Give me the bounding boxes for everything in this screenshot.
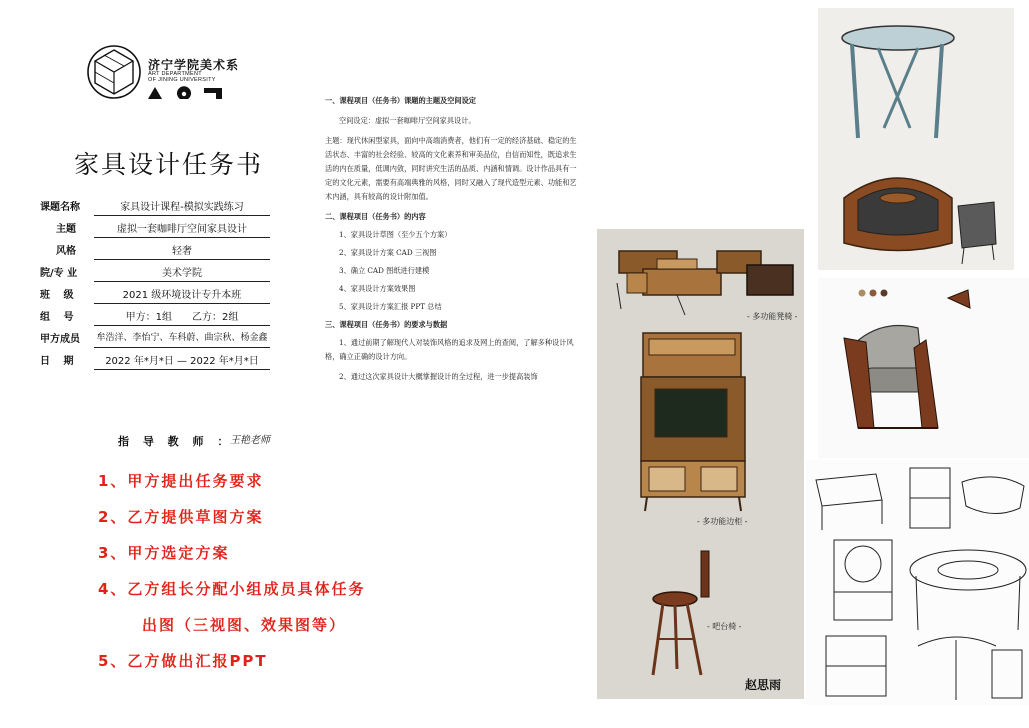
info-label: 院/专 业 <box>40 268 78 279</box>
bench-label: - 多功能凳椅 - <box>747 312 798 321</box>
table-sketch-image <box>818 8 1014 270</box>
chair-sketch-image <box>818 278 1029 458</box>
furniture-sketch-panel <box>597 229 804 699</box>
step-item: 3、甲方选定方案 <box>98 544 230 562</box>
info-row <box>40 216 272 238</box>
logo-en-line2: OF JINING UNIVERSITY <box>148 77 216 83</box>
step-item: 4、乙方组长分配小组成员具体任务 <box>98 580 366 598</box>
section-title: 一、课程项目（任务书）课题的主题及空间设定 <box>325 96 476 105</box>
barstool-label: - 吧台椅 - <box>707 622 742 631</box>
sketch-photo-table <box>818 8 1014 270</box>
requirement-paragraph: 1、通过前期了解现代人对装饰风格的追求及网上的查阅，了解多种设计风格，确立正确的设计方向。 <box>325 338 574 361</box>
logo-shapes-icon <box>146 86 226 100</box>
content-item: 4、家具设计方案效果图 <box>339 284 416 293</box>
advisor-label: 指 导 教 师 ： <box>118 435 234 448</box>
furniture-sketch-image <box>597 229 804 699</box>
content-item: 2、家具设计方案 CAD 三视图 <box>339 248 437 257</box>
step-item: 2、乙方提供草图方案 <box>98 508 264 526</box>
sketch-photo-chair <box>818 278 1029 458</box>
advisor-signature: 王艳老师 <box>230 435 270 446</box>
info-value: 美术学院 <box>94 264 270 282</box>
section-title: 三、课程项目（任务书）的要求与数据 <box>325 320 448 329</box>
author-name: 赵思雨 <box>745 678 782 692</box>
info-value: 甲方：1组 乙方：2组 <box>94 308 270 326</box>
requirement-paragraph: 2、通过这次家具设计大概掌握设计的全过程，进一步提高装饰 <box>339 372 538 381</box>
logo-name-en <box>148 71 216 83</box>
info-label: 班 级 <box>40 290 74 301</box>
sketch-photo-lines <box>806 460 1029 705</box>
info-value: 轻奢 <box>94 242 270 260</box>
cabinet-label: - 多功能边柜 - <box>697 517 748 526</box>
info-row <box>40 260 272 282</box>
theme-paragraph: 主题：现代休闲型家具，面向中高端消费者，他们有一定的经济基础、稳定的生活状态、丰富的社会经验、较高的文化素养和审美品位，自信而知性，既追求生活的内在质量，低调内敛，同时讲究生活的品质、内涵和情调。设计作品具有一定的文化元素，需要有高端典雅的风格，同时又融入了现代造型元素、功能和艺术内涵，具有较高的设计附加值。 <box>325 136 577 201</box>
info-label: 日 期 <box>40 356 74 367</box>
barstool-sketch <box>653 551 709 675</box>
info-label: 甲方成员 <box>40 334 80 345</box>
bench-sketch <box>617 251 793 315</box>
course-description <box>325 94 583 384</box>
content-item: 3、确立 CAD 图纸进行建模 <box>339 266 430 275</box>
info-label: 主题 <box>56 224 76 235</box>
step-item: 出图（三视图、效果图等） <box>142 616 347 634</box>
document-title: 家具设计任务书 <box>74 150 264 179</box>
info-value: 2021 级环境设计专升本班 <box>94 286 270 304</box>
content-item: 1、家具设计草图（至少五个方案） <box>339 230 452 239</box>
info-label: 风格 <box>56 246 76 257</box>
info-value: 2022 年*月*日 — 2022 年*月*日 <box>94 352 270 370</box>
info-row <box>40 348 272 370</box>
section-title: 二、课程项目（任务书）的内容 <box>325 212 426 221</box>
info-value: 家具设计课程-模拟实践练习 <box>94 198 270 216</box>
info-row <box>40 194 272 216</box>
step-item: 1、甲方提出任务要求 <box>98 472 264 490</box>
info-row <box>40 326 272 348</box>
info-label: 组 号 <box>40 312 74 323</box>
info-value: 牟浩洋、李怡宁、车科蔚、曲宗秋、杨金鑫 <box>94 330 270 348</box>
logo-en-line1: ART DEPARTMENT <box>148 71 202 77</box>
info-label: 课题名称 <box>40 202 80 213</box>
info-row <box>40 238 272 260</box>
logo-name-cn: 济宁学院美术系 <box>148 58 240 72</box>
cabinet-sketch <box>641 333 745 511</box>
info-row <box>40 282 272 304</box>
info-row <box>40 304 272 326</box>
info-value: 虚拟一套咖啡厅空间家具设计 <box>94 220 270 238</box>
university-logo-icon <box>86 44 142 100</box>
space-setting: 空间设定：虚拟一套咖啡厅空间家具设计。 <box>339 116 476 125</box>
step-item: 5、乙方做出汇报PPT <box>98 652 268 670</box>
content-item: 5、家具设计方案汇报 PPT 总结 <box>339 302 442 311</box>
line-sketches-image <box>806 460 1029 705</box>
